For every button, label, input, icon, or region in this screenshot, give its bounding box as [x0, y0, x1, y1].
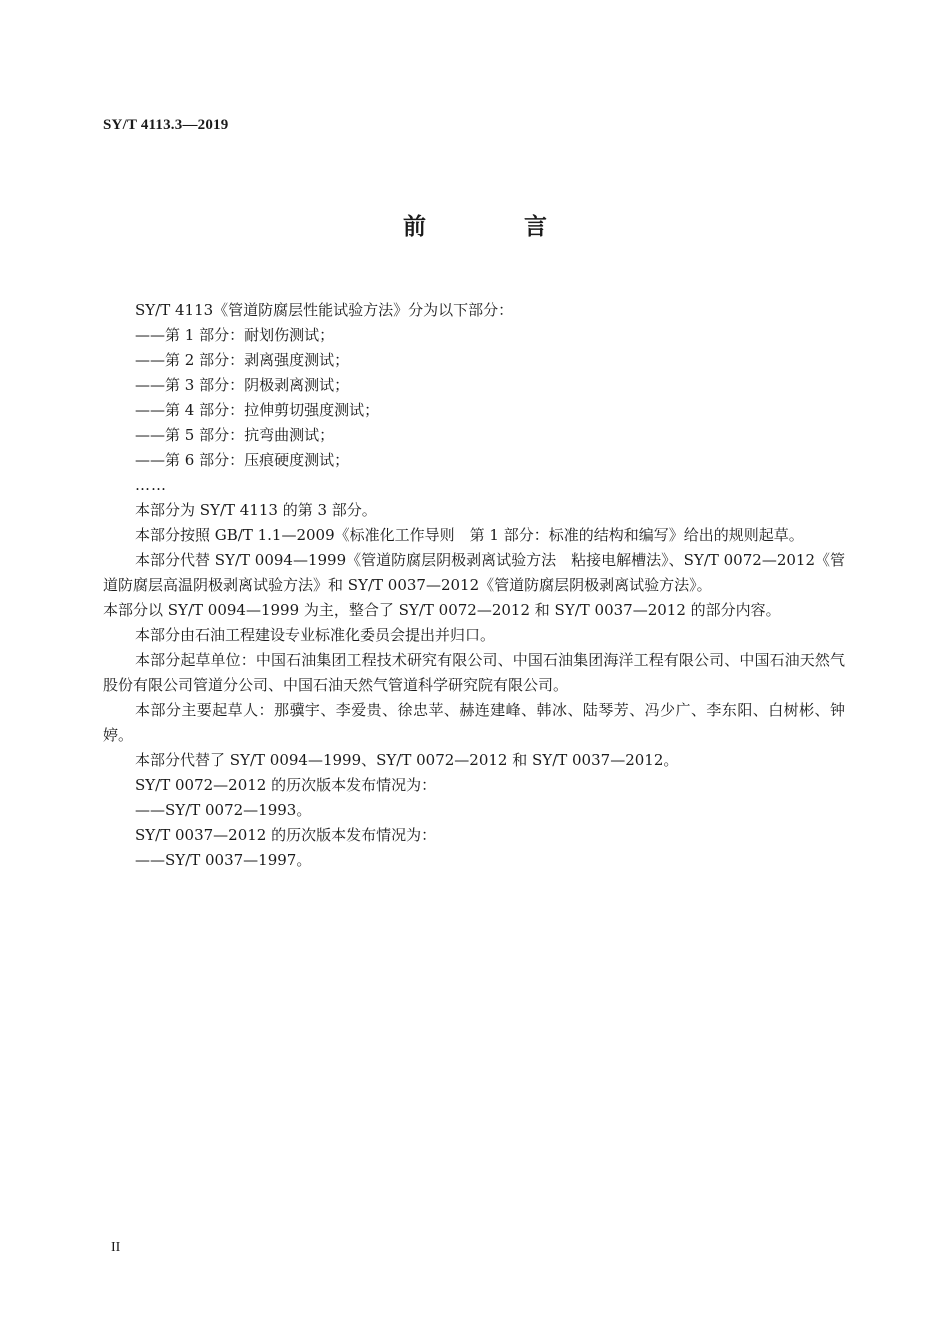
- foreword-body: [103, 298, 845, 873]
- paragraph-integration: 本部分以 SY/T 0094—1999 为主，整合了 SY/T 0072—2012 和 SY/T 0037—2012 的部分内容。: [103, 601, 781, 619]
- paragraph-drafting-rules: 本部分按照 GB/T 1.1—2009《标准化工作导则 第 1 部分：标准的结构和编写》给出的规则起草。: [135, 526, 804, 544]
- part-list-item: ——第 3 部分：阴极剥离测试；: [135, 376, 350, 394]
- intro-paragraph: SY/T 4113《管道防腐层性能试验方法》分为以下部分：: [135, 301, 514, 319]
- paragraph-replaces: 本部分代替 SY/T 0094—1999《管道防腐层阴极剥离试验方法 粘接电解槽法》、SY/T 0072—2012《管道防腐层高温阴极剥离试验方法》和 SY/T 0037—2012《管道防腐层阴极剥离试验方法》。: [103, 551, 845, 594]
- paragraph-history-0037: SY/T 0037—2012 的历次版本发布情况为：: [135, 826, 437, 844]
- part-list-item: ——第 1 部分：耐划伤测试；: [135, 326, 335, 344]
- paragraph-drafters: 本部分主要起草人：那骥宇、李爱贵、徐忠苹、赫连建峰、韩冰、陆琴芳、冯少广、李东阳、白树彬、钟婷。: [103, 701, 845, 744]
- paragraph-proposed-by: 本部分由石油工程建设专业标准化委员会提出并归口。: [135, 626, 496, 644]
- paragraph-history-0072: SY/T 0072—2012 的历次版本发布情况为：: [135, 776, 437, 794]
- part-list-item: ——第 2 部分：剥离强度测试；: [135, 351, 350, 369]
- ellipsis: ……: [135, 476, 167, 494]
- part-list-item: ——第 6 部分：压痕硬度测试；: [135, 451, 350, 469]
- paragraph-drafting-units: 本部分起草单位：中国石油集团工程技术研究有限公司、中国石油集团海洋工程有限公司、中国石油天然气股份有限公司管道分公司、中国石油天然气管道科学研究院有限公司。: [103, 651, 845, 694]
- paragraph-superseded: 本部分代替了 SY/T 0094—1999、SY/T 0072—2012 和 SY/T 0037—2012。: [135, 751, 679, 769]
- page-number: II: [111, 1240, 121, 1255]
- paragraph-part-number: 本部分为 SY/T 4113 的第 3 部分。: [135, 501, 377, 519]
- history-item-0037: ——SY/T 0037—1997。: [135, 851, 312, 869]
- part-list-item: ——第 5 部分：抗弯曲测试；: [135, 426, 335, 444]
- standard-code: SY/T 4113.3—2019: [103, 117, 229, 133]
- history-item-0072: ——SY/T 0072—1993。: [135, 801, 312, 819]
- page-title: 前 言: [402, 214, 592, 240]
- part-list-item: ——第 4 部分：拉伸剪切强度测试；: [135, 401, 380, 419]
